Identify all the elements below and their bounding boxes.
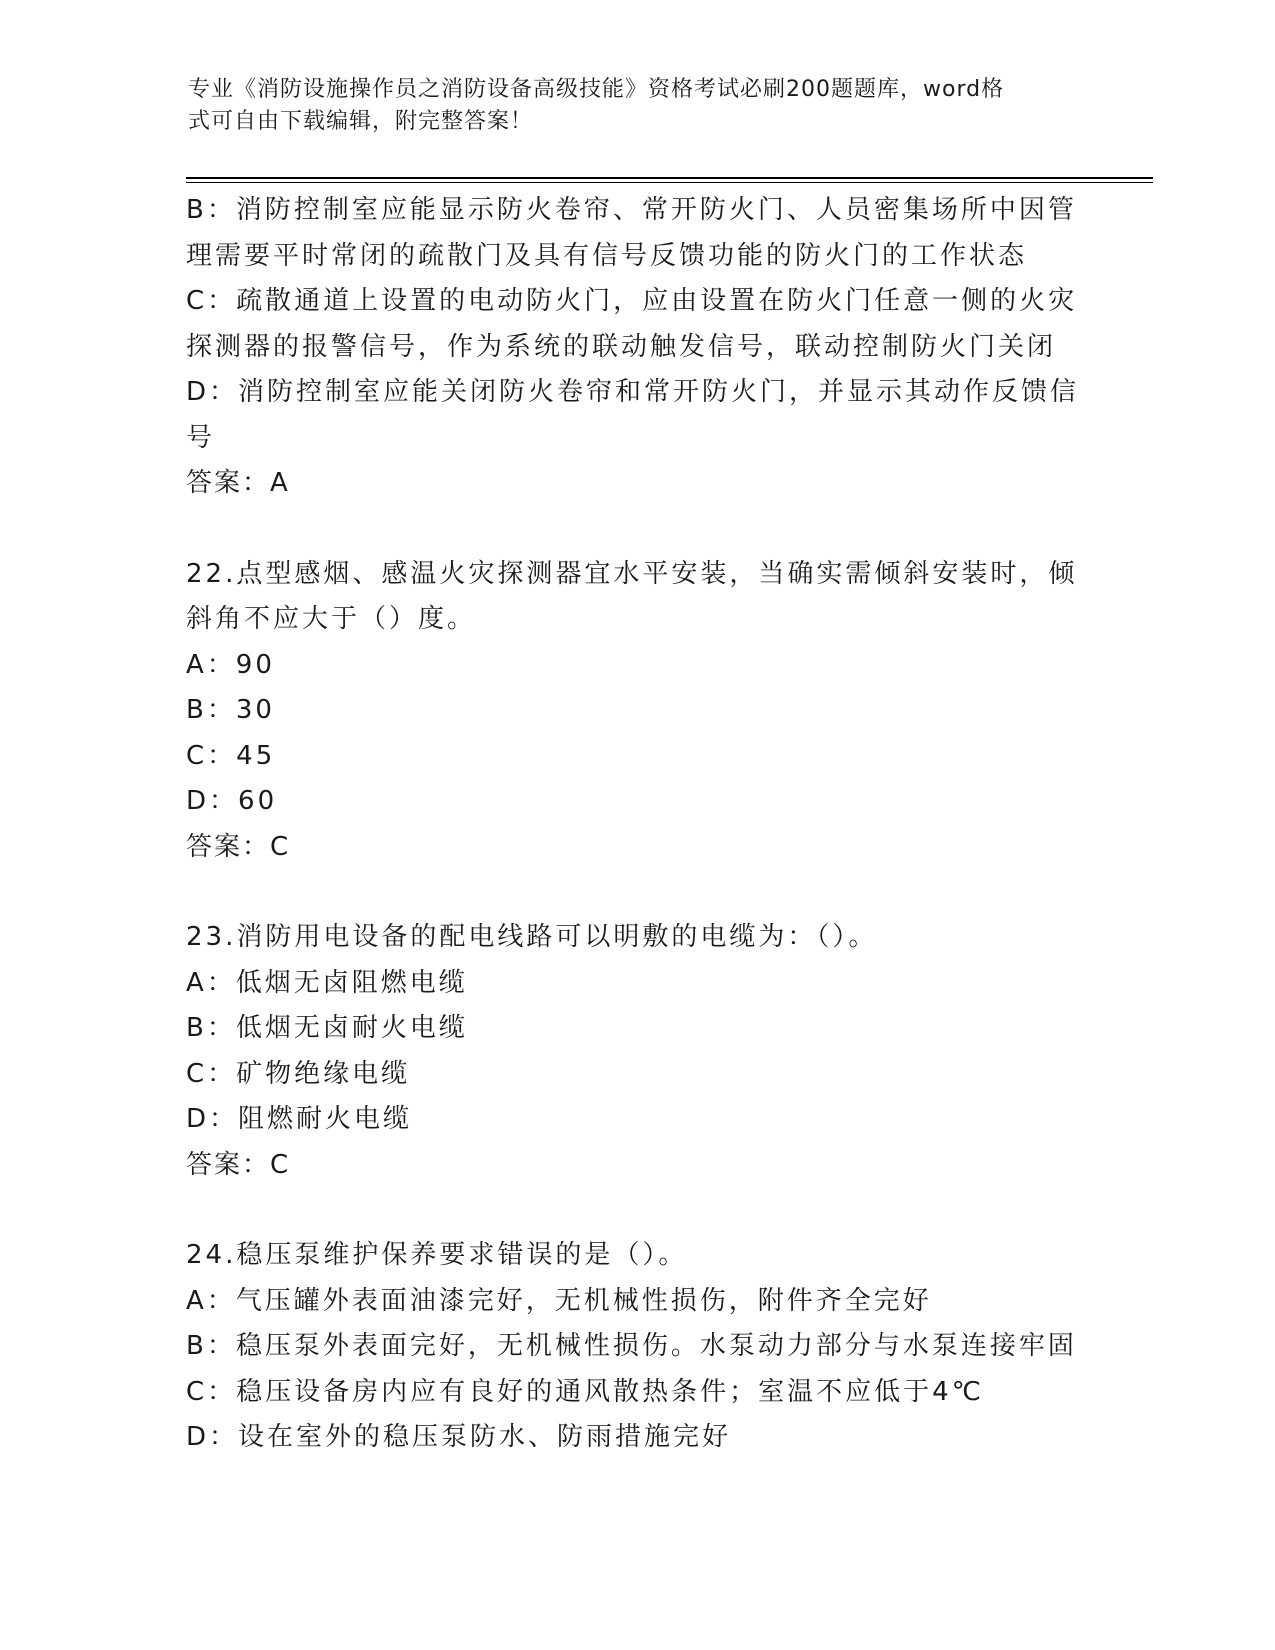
option-c: C：稳压设备房内应有良好的通风散热条件；室温不应低于4℃	[186, 1376, 984, 1407]
option-a: A：90	[186, 649, 275, 680]
header-line-2: 式可自由下载编辑，附完整答案！	[188, 109, 534, 134]
header-divider-thick	[186, 177, 1153, 179]
option-d: D：阻燃耐火电缆	[186, 1104, 413, 1134]
answer-label: 答案：C	[186, 1149, 291, 1180]
option-c-line-1: C：疏散通道上设置的电动防火门，应由设置在防火门任意一侧的火灾	[186, 286, 1078, 316]
question-title-line-1: 22.点型感烟、感温火灾探测器宜水平安装，当确实需倾斜安装时，倾	[186, 558, 1078, 589]
question-22	[186, 552, 1076, 871]
document-body	[186, 188, 1080, 1461]
question-24	[186, 1233, 1076, 1461]
continued-question	[186, 188, 1080, 507]
option-d: D：设在室外的稳压泵防水、防雨措施完好	[186, 1422, 732, 1452]
option-d: D：60	[186, 786, 278, 816]
option-b	[186, 188, 1076, 279]
option-c-line-2: 探测器的报警信号，作为系统的联动触发信号，联动控制防火门关闭	[186, 331, 1057, 362]
document-header	[188, 74, 1068, 138]
option-d-line-2: 号	[186, 422, 216, 453]
option-b: B：30	[186, 695, 275, 725]
option-b: B：稳压泵外表面完好，无机械性损伤。水泵动力部分与水泵连接牢固	[186, 1331, 1077, 1361]
option-a: A：低烟无卤阻燃电缆	[186, 967, 468, 998]
option-c: C：45	[186, 740, 276, 771]
question-title-line-1: 23.消防用电设备的配电线路可以明敷的电缆为：（）。	[186, 922, 878, 952]
option-c: C：矿物绝缘电缆	[186, 1058, 411, 1089]
option-d-line-1: D：消防控制室应能关闭防火卷帘和常开防火门，并显示其动作反馈信	[186, 377, 1080, 407]
answer-label: 答案：C	[186, 831, 291, 862]
header-divider-thin	[186, 182, 1153, 183]
header-line-1: 专业《消防设施操作员之消防设备高级技能》资格考试必刷200题题库，word格	[188, 77, 1005, 102]
question-title-line-1: 24.稳压泵维护保养要求错误的是（）。	[186, 1240, 688, 1270]
question-23	[186, 915, 1076, 1188]
option-d	[186, 370, 1080, 461]
option-b-line-1: B：消防控制室应能显示防火卷帘、常开防火门、人员密集场所中因管	[186, 195, 1077, 225]
option-b: B：低烟无卤耐火电缆	[186, 1013, 468, 1043]
option-a: A：气压罐外表面油漆完好，无机械性损伤，附件齐全完好	[186, 1285, 932, 1316]
option-c	[186, 279, 1076, 370]
option-b-line-2: 理需要平时常闭的疏散门及具有信号反馈功能的防火门的工作状态	[186, 240, 1028, 271]
answer-label: 答案：A	[186, 468, 290, 498]
question-title-line-2: 斜角不应大于（）度。	[186, 604, 477, 634]
